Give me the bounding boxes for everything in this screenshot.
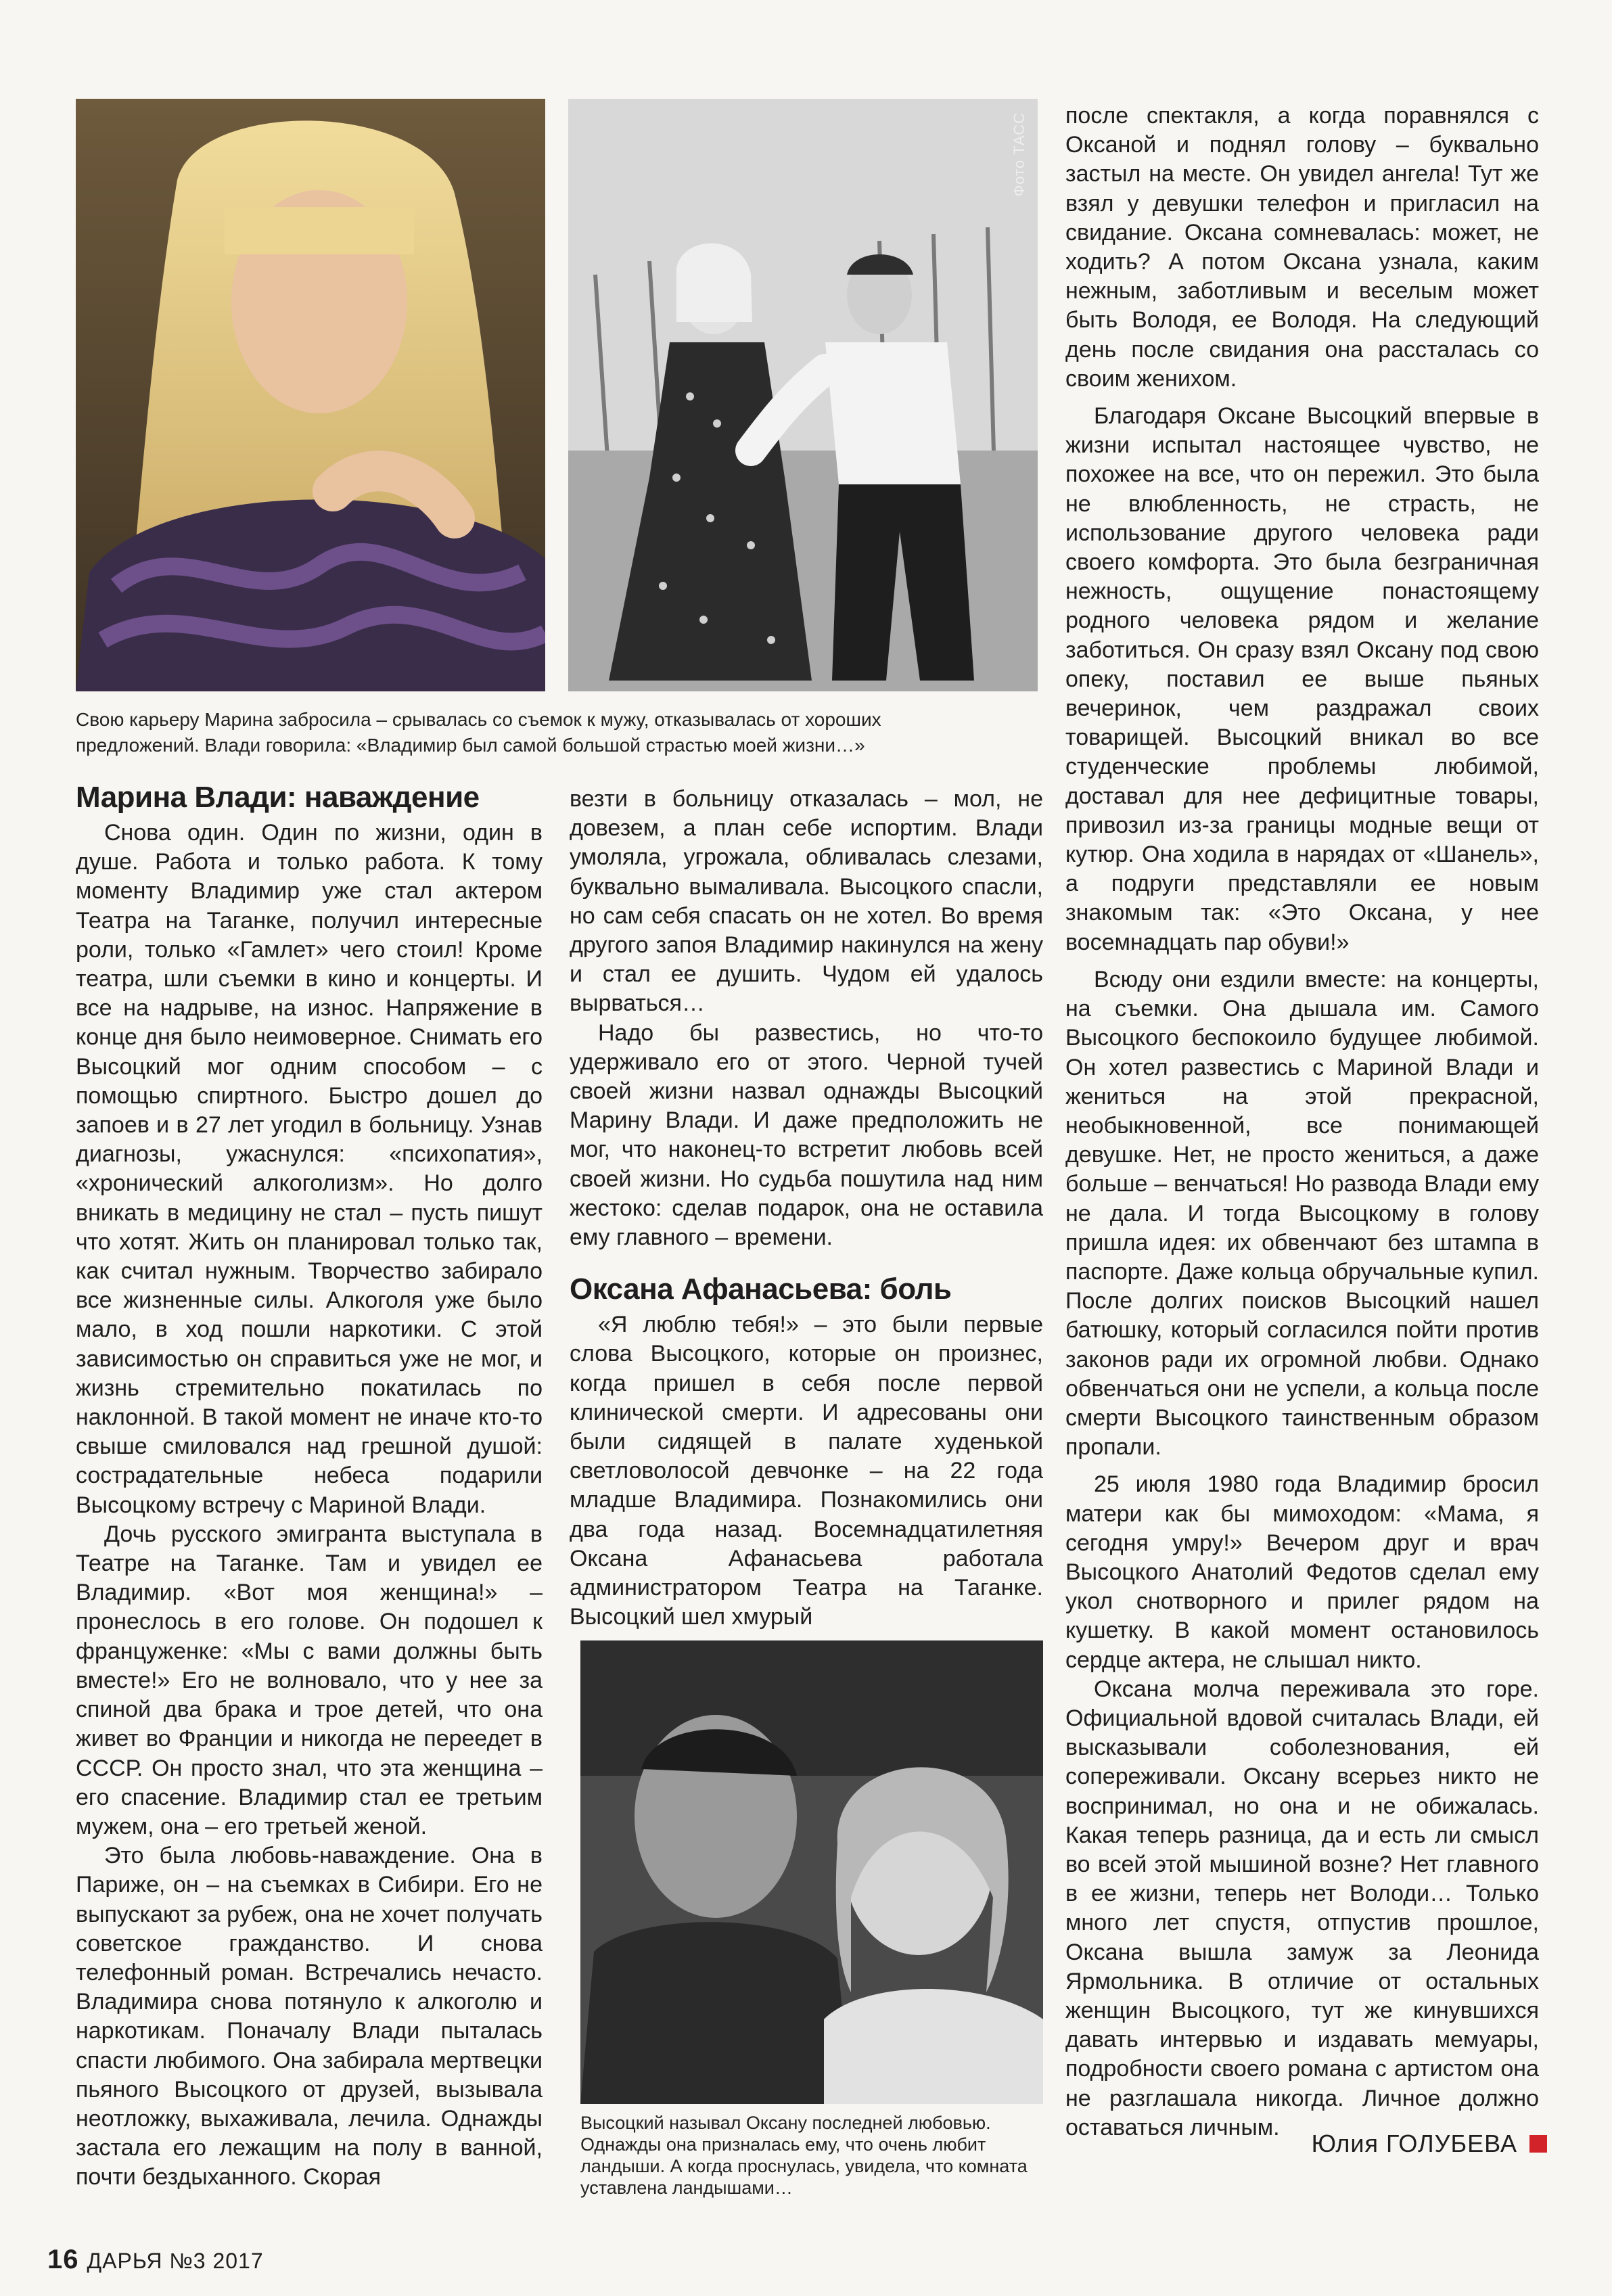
paragraph: Дочь русского эмигранта выступала в Театре на Таганке. Там и увидел ее Владимир. «Вот моя женщина!» – пронеслось в его голове. Он подошел к француженке: «Мы с вами должны быть вместе!» Его не волновало, что у нее за спиной два брака и трое детей, что она живет во Франции и никогда не переедет в СССР. Он просто знал, что эта женщина – его спасение. Владимир стал ее третьим мужем, она – его третьей женой. [76,1521,543,1839]
photo-credit: Фото ТАСС [1011,112,1028,197]
portrait-photo-color-icon [76,99,545,691]
author-name: Юлия ГОЛУБЕВА [1311,2130,1517,2157]
paragraph: Благодаря Оксане Высоцкий впервые в жизни испытал настоящее чувство, не похожее на все, что он пережил. Это была не влюбленность, не страсть, не использование другого человека ради своего комфорта. Это была безграничная нежность, ощущение понастоящему родного человека рядом и желание заботиться. Он сразу взял Оксану под свою опеку, поставил ее выше пьяных вечеринок, чем раздражал своих товарищей. Высоцкий вникал во все студенческие проблемы любимой, доставал для нее дефицитные товары, привозил из-за границы модные вещи от кутюр. Она ходила в нарядах от «Шанель», а подруги представляли ее новым знакомым так: «Это Оксана, у нее восемнадцать пар обуви!» [1065,403,1539,955]
paragraph: везти в больницу отказалась – мол, не довезем, а план себе испортим. Влади умоляла, угрожала, обливалась слезами, буквально вымаливала. Высоцкого спасли, но сам себя спасать он не хотел. Во время другого запоя Владимир накинулся на жену и стал ее душить. Чудом ей удалось вырваться… [570,786,1043,1017]
paragraph: Это была любовь-наваждение. Она в Париже, он – на съемках в Сибири. Его не выпускают за рубеж, она не хочет получать советское гражданство. И снова телефонный роман. Встречались нечасто. Владимира снова потянуло к алкоголю и наркотикам. Поначалу Влади пыталась спасти любимого. Она забирала мертвецки пьяного Высоцкого от друзей, вызывала неотложку, выхаживала, лечила. Однажды застала его лежащим на полу в ванной, почти бездыханного. Скорая [76,1843,543,2190]
paragraph: 25 июля 1980 года Владимир бросил матери как бы мимоходом: «Мама, я сегодня умру!» Вечером друг и врач Высоцкого Анатолий Федотов сделал ему укол снотворного и прилег рядом на кушетку. В какой момент остановилось сердце актера, не слышал никто. [1065,1471,1539,1673]
paragraph: Снова один. Один по жизни, один в душе. Работа и только работа. К тому моменту Владимир уже стал актером Театра на Таганке, получил интересные роли, только «Гамлет» чего стоил! Кроме театра, шли съемки в кино и концерты. И все на надрыве, на износ. Напряжение в конце дня было неимоверное. Снимать его Высоцкий мог одним способом – с помощью спиртного. Быстро дошел до запоев и в 27 лет угодил в больницу. Узнав диагнозы, ужаснулся: «психопатия», «хронический алкоголизм». Но долго вникать в медицину не стал – пусть пишут что хотят. Жить он планировал только так, как считал нужным. Творчество забирало все жизненные силы. Алкоголя уже было мало, в ход пошли наркотики. С этой зависимостью он справиться уже не мог, и жизнь стремительно покатилась по наклонной. В такой момент не иначе кто-то свыше смиловался над грешной душой: сострадательные небеса подарили Высоцкому встречу с Мариной Влади. [76,820,543,1518]
paragraph: Всюду они ездили вместе: на концерты, на съемки. Она дышала им. Самого Высоцкого беспокоило будущее любимой. Он хотел развестись с Мариной Влади и жениться на этой прекрасной, необыкновенной, все понимающей девушке. Нет, не просто жениться, а даже больше – венчаться! Но развода Влади ему не дала. И тогда Высоцкому в голову пришла идея: их обвенчают без штампа в паспорте. Даже кольца обручальные купил. После долгих поисков Высоцкий нашел батюшку, который согласился пойти против законов ради их огромной любви. Однако обвенчаться они не успели, а кольца после смерти Высоцкого таинственным образом пропали. [1065,966,1539,1461]
photo-marina-vlady [76,99,545,691]
paragraph: после спектакля, а когда поравнялся с Оксаной и поднял голову – буквально застыл на месте. Он увидел ангела! Тут же взял у девушки телефон и пригласил на свидание. Оксана сомневалась: может, не ходить? А потом Оксана узнала, каким нежным, заботливым и веселым может быть Володя, ее Володя. На следующий день после свидания она рассталась со своим женихом. [1065,103,1539,392]
photo-vysotsky-couple [568,99,1038,691]
magazine-issue: ДАРЬЯ №3 2017 [87,2249,264,2273]
section-heading-marina: Марина Влади: наваждение [76,781,480,814]
section-heading-oksana: Оксана Афанасьева: боль [570,1272,952,1306]
page-footer [47,2245,264,2275]
couple-walking-photo-bw-icon [568,99,1038,691]
paragraph: «Я люблю тебя!» – это были первые слова Высоцкого, которые он произнес, когда пришел в себя после первой клинической смерти. И адресованы они были сидящей в палате худенькой светловолосой девчонке – на 22 года младше Владимира. Познакомились они два года назад. Восемнадцатилетняя Оксана Афанасьева работала администратором Театра на Таганке. Высоцкий шел хмурый [570,1312,1043,1630]
column-1 [76,779,543,2192]
paragraph: Оксана молча переживала это горе. Официальной вдовой считалась Влади, ей высказывали соболезнования, ей сопереживали. Оксану всерьез никто не воспринимал, но она и не обижалась. Какая теперь разница, да и есть ли смысл во всей этой мышиной возне? Нет главного в ее жизни, теперь нет Володи… Только много лет спустя, отпустив прошлое, Оксана вышла замуж за Леонида Ярмольника. В отличие от остальных женщин Высоцкого, тут же кинувшихся давать интервью и издавать мемуары, подробности своего романа с артистом она не разглашала никогда. Личное должно оставаться личным. [1065,1676,1539,2140]
paragraph: Надо бы развестись, но что-то удерживало его от этого. Черной тучей своей жизни назвал однажды Высоцкий Марину Влади. И даже предположить не мог, что наконец-то встретит любовь всей своей жизни. Но судьба пошутила над ним жестоко: сделав подарок, она не оставила ему главного – времени. [570,1019,1043,1251]
column-2 [570,785,1043,1632]
author-signature [1312,2130,1547,2158]
caption-top: Свою карьеру Марина забросила – срывалась со съемок к мужу, отказывалась от хороших предложений. Влади говорила: «Владимир был самой большой страстью моей жизни…» [76,709,881,756]
photo-vysotsky-oksana [580,1640,1043,2104]
page-number: 16 [47,2245,79,2274]
column-3 [1065,101,1539,2142]
two-people-photo-bw-icon [580,1640,1043,2104]
end-mark-icon [1529,2135,1547,2153]
caption-bottom: Высоцкий называл Оксану последней любовью. Однажды она призналась ему, что очень любит ландыши. А когда проснулась, увидела, что комната уставлена ландышами… [580,2113,1028,2198]
